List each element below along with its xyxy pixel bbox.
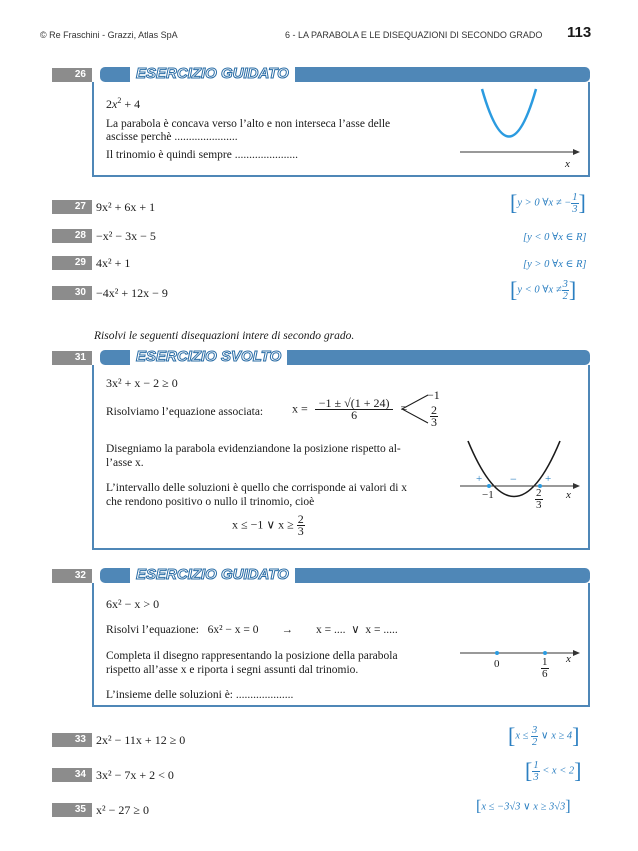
text-32-line4: L’insieme delle soluzioni è: .................... xyxy=(106,689,294,701)
exercise-number-28: 28 xyxy=(52,229,92,243)
exercise-number-34: 34 xyxy=(52,768,92,782)
frame-bottom-26 xyxy=(92,175,590,177)
frame-bottom-32 xyxy=(92,705,590,707)
parabola-curve-26 xyxy=(482,89,536,137)
answer-30: [y < 0 ∀x ≠ $\frac{3}{2}$ ] xyxy=(510,277,577,302)
expression-26: $2x^2 + 4$ xyxy=(106,96,141,111)
text-26-line3: Il trinomio è quindi sempre ...................... xyxy=(106,149,298,161)
expression-33: 2x² − 11x + 12 ≥ 0 xyxy=(96,733,186,747)
exercise-number-31: 31 xyxy=(52,351,92,365)
text-26-line1: La parabola è concava verso l’alto e non interseca l’asse delle xyxy=(106,118,391,130)
text-32-line1: Risolvi l’equazione: 6x² − x = 0 → x = .... ∨ x = ..... xyxy=(106,624,398,636)
solution-31: x ≤ −1 ∨ x ≥ $\frac{2}{3}$ xyxy=(232,512,304,538)
text-31-line2: l’asse x. xyxy=(106,457,144,469)
expression-32: 6x² − x > 0 xyxy=(106,597,160,611)
point-one-sixth-32 xyxy=(543,651,547,655)
sign-plus-left-31: + xyxy=(476,473,483,485)
frame-right-31 xyxy=(588,365,590,550)
frame-left-32 xyxy=(92,583,94,707)
axis-label-32: x xyxy=(566,653,571,665)
exercise-number-32: 32 xyxy=(52,569,92,583)
banner-title-32: ESERCIZIO GUIDATO xyxy=(130,567,295,583)
sign-plus-right-31: + xyxy=(545,473,552,485)
frame-right-32 xyxy=(588,583,590,707)
root-2: $\frac{2}{3}$ xyxy=(431,403,437,429)
answer-27: [y > 0 ∀x ≠ − $\frac{1}{3}$ ] xyxy=(510,190,586,215)
frame-left-31 xyxy=(92,365,94,550)
expression-29: 4x² + 1 xyxy=(96,256,131,270)
text-32-line3: rispetto all’asse x e riporta i segni assunti dal trinomio. xyxy=(106,664,359,676)
page-number: 113 xyxy=(567,24,592,41)
expression-28: −x² − 3x − 5 xyxy=(96,229,156,243)
exercise-number-29: 29 xyxy=(52,256,92,270)
exercise-number-35: 35 xyxy=(52,803,92,817)
answer-29: [y > 0 ∀x ∈ R] xyxy=(523,259,587,270)
answer-34: [ $\frac{1}{3}$ < x < 2] xyxy=(525,758,582,783)
frame-left-26 xyxy=(92,82,94,177)
exercise-number-26: 26 xyxy=(52,68,92,82)
exercise-number-27: 27 xyxy=(52,200,92,214)
expression-27: 9x² + 6x + 1 xyxy=(96,200,156,214)
tick-left-31: −1 xyxy=(482,489,494,501)
tick-right-31: $\frac{2}{3}$ xyxy=(536,487,542,511)
text-31-line4: che rendono positivo o nullo il trinomio, cioè xyxy=(106,496,315,508)
answer-33: [x ≤ $\frac{3}{2}$ ∨ x ≥ 4] xyxy=(508,723,580,748)
expression-35: x² − 27 ≥ 0 xyxy=(96,803,149,817)
text-31-line1: Disegniamo la parabola evidenziandone la posizione rispetto al- xyxy=(106,443,401,455)
associated-equation: x = $\frac{-1 \pm √(1 + 24)}{6}$ = xyxy=(292,396,408,422)
text-31-line3: L’intervallo delle soluzioni è quello che corrisponde ai valori di x xyxy=(106,482,408,494)
parabola-graph-31 xyxy=(455,436,585,534)
answer-35: [x ≤ −3√3 ∨ x ≥ 3√3] xyxy=(476,798,571,815)
x-axis-arrow-32 xyxy=(573,650,580,656)
frame-right-26 xyxy=(588,82,590,177)
text-32-line2: Completa il disegno rappresentando la posizione della parabola xyxy=(106,650,398,662)
tick-right-32: $\frac{1}{6}$ xyxy=(542,656,548,680)
associated-equation-label: Risolviamo l’equazione associata: xyxy=(106,406,264,418)
tick-left-32: 0 xyxy=(494,658,500,670)
text-26-line2: ascisse perchè ...................... xyxy=(106,131,238,143)
frame-bottom-31 xyxy=(92,548,590,550)
x-axis-arrow-31 xyxy=(573,483,580,489)
sign-minus-31: − xyxy=(510,472,517,486)
instruction-text: Risolvi le seguenti disequazioni intere di secondo grado. xyxy=(94,330,355,342)
expression-34: 3x² − 7x + 2 < 0 xyxy=(96,768,174,782)
expression-30: −4x² + 12x − 9 xyxy=(96,286,168,300)
exercise-number-33: 33 xyxy=(52,733,92,747)
publisher-credit: © Re Fraschini - Grazzi, Atlas SpA xyxy=(40,30,178,40)
point-zero-32 xyxy=(495,651,499,655)
expression-31: 3x² + x − 2 ≥ 0 xyxy=(106,376,178,390)
axis-label-26: x xyxy=(565,158,570,170)
x-axis-arrow-26 xyxy=(573,149,580,155)
branch-symbol-31 xyxy=(400,392,430,426)
chapter-title: 6 - LA PARABOLA E LE DISEQUAZIONI DI SECONDO GRADO xyxy=(285,30,543,40)
root-1: −1 xyxy=(427,388,440,402)
answer-28: [y < 0 ∀x ∈ R] xyxy=(523,232,587,243)
banner-title-26: ESERCIZIO GUIDATO xyxy=(130,66,295,82)
banner-title-31: ESERCIZIO SVOLTO xyxy=(130,349,287,365)
exercise-number-30: 30 xyxy=(52,286,92,300)
axis-label-31: x xyxy=(566,489,571,501)
